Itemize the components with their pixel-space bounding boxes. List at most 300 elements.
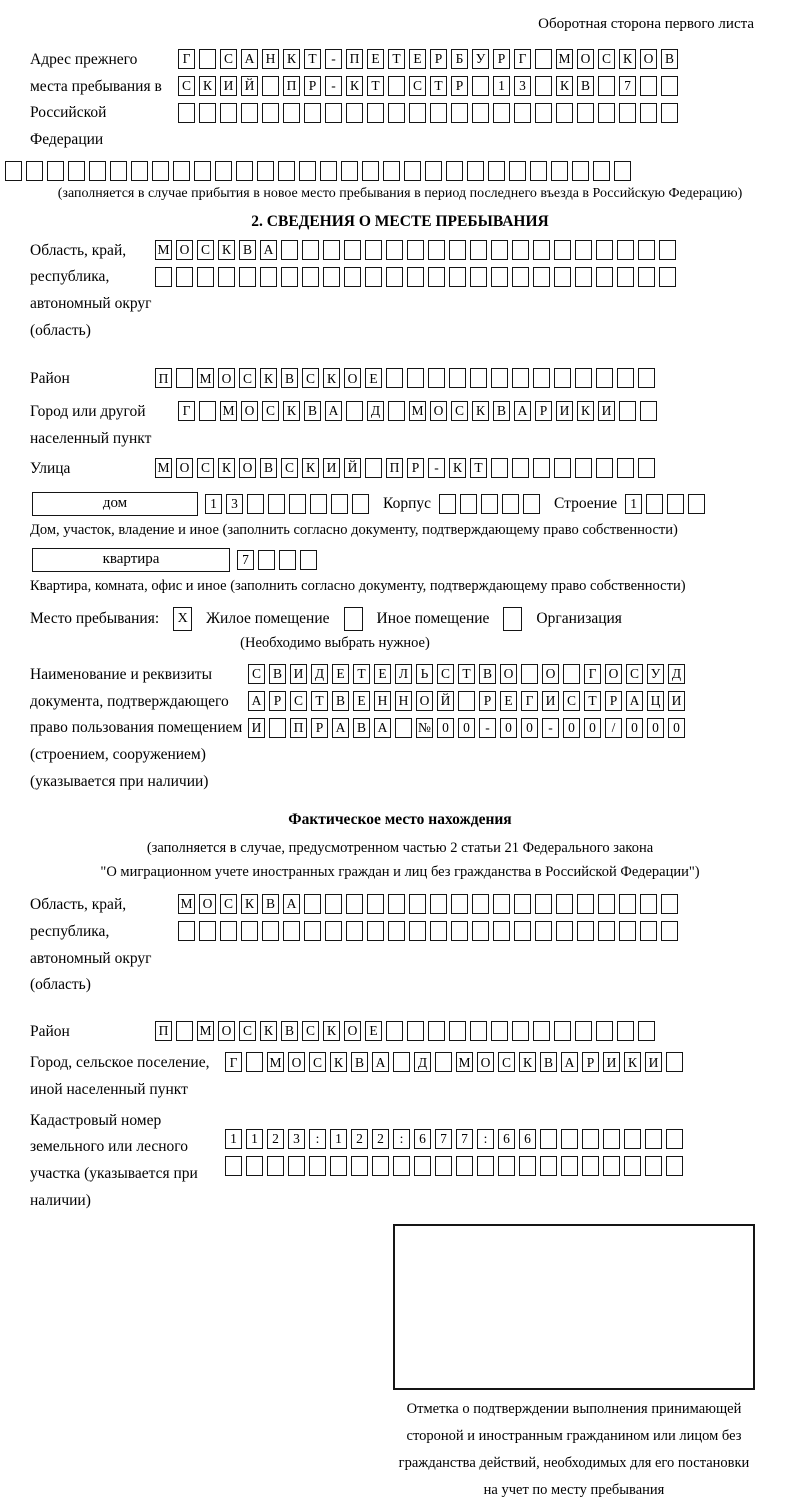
char-cell [268, 494, 285, 514]
char-cell [472, 894, 489, 914]
char-cell: С [626, 664, 643, 684]
char-cell [262, 103, 279, 123]
char-cell [236, 161, 253, 181]
char-cell [596, 267, 613, 287]
char-cell: А [283, 894, 300, 914]
char-cell [365, 240, 382, 260]
char-cell: К [323, 368, 340, 388]
char-cell: А [332, 718, 349, 738]
char-cell [638, 240, 655, 260]
option-organizatsiya-label: Организация [536, 609, 622, 627]
char-cell [638, 267, 655, 287]
dom-field [32, 492, 800, 516]
char-cell [5, 161, 22, 181]
char-cell [304, 894, 321, 914]
char-cell [512, 458, 529, 478]
char-cell: 7 [456, 1129, 473, 1149]
page-side-note: Оборотная сторона первого листа [538, 16, 754, 32]
fact-raion-field [30, 1019, 800, 1046]
char-cell [325, 103, 342, 123]
section2-title: 2. СВЕДЕНИЯ О МЕСТЕ ПРЕБЫВАНИЯ [251, 212, 549, 230]
char-cell: Т [458, 664, 475, 684]
char-cell [310, 494, 327, 514]
char-cell [577, 103, 594, 123]
char-cell [582, 1156, 599, 1176]
char-cell [638, 458, 655, 478]
char-cell: С [437, 664, 454, 684]
raion-label: Район [30, 370, 70, 388]
char-cell: И [220, 76, 237, 96]
char-cell [460, 494, 477, 514]
char-cell [617, 1021, 634, 1041]
char-cell: О [416, 691, 433, 711]
mesto-note: (Необходимо выбрать нужное) [240, 634, 430, 651]
char-cell: В [281, 1021, 298, 1041]
char-cell [199, 401, 216, 421]
char-cell [131, 161, 148, 181]
char-cell [346, 401, 363, 421]
char-cell [467, 161, 484, 181]
char-cell [512, 267, 529, 287]
char-cell: Д [414, 1052, 431, 1072]
char-cell [388, 894, 405, 914]
char-cell [533, 267, 550, 287]
char-cell [351, 1156, 368, 1176]
char-cell: Р [493, 49, 510, 69]
char-cell [617, 267, 634, 287]
char-cell [300, 550, 317, 570]
char-cell: К [241, 894, 258, 914]
ulitsa-row [155, 458, 655, 478]
char-cell: Г [225, 1052, 242, 1072]
char-cell: С [309, 1052, 326, 1072]
char-cell: 7 [619, 76, 636, 96]
stroenie-cells [625, 494, 705, 514]
char-cell [577, 894, 594, 914]
char-cell [617, 240, 634, 260]
char-cell [519, 1156, 536, 1176]
char-cell: С [178, 76, 195, 96]
char-cell [435, 1156, 452, 1176]
document-field [30, 662, 800, 795]
char-cell [246, 1156, 263, 1176]
char-cell [430, 921, 447, 941]
char-cell: В [540, 1052, 557, 1072]
char-cell [582, 1129, 599, 1149]
char-cell: О [344, 1021, 361, 1041]
char-cell [344, 267, 361, 287]
char-cell: К [218, 240, 235, 260]
char-cell [407, 267, 424, 287]
char-cell: О [344, 368, 361, 388]
fact-note-line-1: (заполняется в случае, предусмотренном частью 2 статьи 21 Федерального закона [146, 840, 654, 857]
char-cell [551, 161, 568, 181]
char-cell [344, 240, 361, 260]
prev-address-note: (заполняется в случае прибытия в новое место пребывания в период последнего въезда в Российскую Федерацию) [57, 185, 743, 201]
char-cell: В [661, 49, 678, 69]
char-cell: Е [332, 664, 349, 684]
dom-caption: Дом, участок, владение и иное (заполнить согласно документу, подтверждающему право собственности) [30, 521, 678, 538]
char-cell [640, 103, 657, 123]
kvartira-label-box: квартира [32, 548, 230, 572]
char-cell: В [479, 664, 496, 684]
char-cell [407, 240, 424, 260]
char-cell: В [260, 458, 277, 478]
char-cell [325, 921, 342, 941]
char-cell: Т [367, 76, 384, 96]
char-cell: В [304, 401, 321, 421]
fact-oblast-label: Область, край, республика, автономный округ (область) [30, 896, 152, 994]
char-cell: А [514, 401, 531, 421]
char-cell: М [456, 1052, 473, 1072]
char-cell: А [561, 1052, 578, 1072]
char-cell [493, 894, 510, 914]
char-cell: 3 [514, 76, 531, 96]
char-cell [304, 921, 321, 941]
char-cell: Д [367, 401, 384, 421]
char-cell [414, 1156, 431, 1176]
char-cell [535, 894, 552, 914]
char-cell [521, 664, 538, 684]
kadastr-field [30, 1108, 800, 1215]
char-cell [367, 921, 384, 941]
char-cell [388, 76, 405, 96]
char-cell [439, 494, 456, 514]
char-cell: Т [388, 49, 405, 69]
char-cell [449, 267, 466, 287]
stamp-area [393, 1224, 755, 1503]
char-cell [645, 1156, 662, 1176]
char-cell: К [346, 76, 363, 96]
char-cell [596, 368, 613, 388]
char-cell: А [626, 691, 643, 711]
char-cell [262, 76, 279, 96]
char-cell: И [248, 718, 265, 738]
char-cell: Е [409, 49, 426, 69]
char-cell: Т [470, 458, 487, 478]
char-cell [598, 894, 615, 914]
char-cell [176, 267, 193, 287]
char-cell: О [176, 240, 193, 260]
char-cell: С [239, 368, 256, 388]
char-cell: 2 [372, 1129, 389, 1149]
char-cell [395, 718, 412, 738]
char-cell: О [640, 49, 657, 69]
char-cell: А [325, 401, 342, 421]
stamp-caption: Отметка о подтверждении выполнения принимающей стороной и иностранным гражданином или лицом без гражданства действий, необходимых для его постановки на учет по месту пребывания [398, 1401, 750, 1498]
char-cell: Д [311, 664, 328, 684]
char-cell [481, 494, 498, 514]
char-cell [472, 103, 489, 123]
char-cell: М [178, 894, 195, 914]
char-cell: Е [365, 368, 382, 388]
char-cell [260, 267, 277, 287]
char-cell [470, 240, 487, 260]
char-cell: : [477, 1129, 494, 1149]
char-cell [197, 267, 214, 287]
char-cell [638, 368, 655, 388]
char-cell [155, 267, 172, 287]
oblast-label: Область, край, республика, автономный округ (область) [30, 241, 152, 339]
char-cell: 6 [498, 1129, 515, 1149]
char-cell [619, 921, 636, 941]
kadastr-label: Кадастровый номер земельного или лесного участка (указывается при наличии) [30, 1111, 198, 1209]
fact-oblast-field [30, 892, 800, 999]
char-cell [302, 240, 319, 260]
char-cell: В [269, 664, 286, 684]
char-cell [220, 921, 237, 941]
char-cell [407, 1021, 424, 1041]
char-cell: П [290, 718, 307, 738]
fact-raion-label: Район [30, 1022, 70, 1040]
oblast-row-2 [155, 267, 676, 287]
char-cell [246, 1052, 263, 1072]
char-cell [530, 161, 547, 181]
char-cell: М [197, 1021, 214, 1041]
option-zhiloe-label: Жилое помещение [206, 609, 330, 627]
char-cell [449, 368, 466, 388]
char-cell [323, 240, 340, 260]
char-cell: С [409, 76, 426, 96]
prev-address-label: Адрес прежнего места пребывания в Российской Федерации [30, 51, 162, 148]
char-cell: С [302, 1021, 319, 1041]
char-cell [451, 921, 468, 941]
char-cell [367, 103, 384, 123]
char-cell [535, 921, 552, 941]
char-cell: 0 [500, 718, 517, 738]
char-cell: Е [365, 1021, 382, 1041]
char-cell: Р [311, 718, 328, 738]
char-cell: № [416, 718, 433, 738]
char-cell: Е [353, 691, 370, 711]
char-cell: 3 [226, 494, 243, 514]
char-cell: 1 [205, 494, 222, 514]
char-cell: Н [374, 691, 391, 711]
char-cell [409, 103, 426, 123]
char-cell: 0 [647, 718, 664, 738]
char-cell [470, 368, 487, 388]
char-cell [533, 240, 550, 260]
char-cell: 7 [435, 1129, 452, 1149]
char-cell: У [472, 49, 489, 69]
char-cell: К [519, 1052, 536, 1072]
char-cell: М [267, 1052, 284, 1072]
char-cell: 0 [521, 718, 538, 738]
fact-gorod-field [30, 1050, 800, 1103]
char-cell: Д [668, 664, 685, 684]
char-cell [218, 267, 235, 287]
char-cell [215, 161, 232, 181]
char-cell: К [330, 1052, 347, 1072]
char-cell [491, 368, 508, 388]
char-cell: Г [514, 49, 531, 69]
char-cell [561, 1156, 578, 1176]
char-cell [257, 161, 274, 181]
char-cell [393, 1156, 410, 1176]
char-cell [89, 161, 106, 181]
korpus-label: Корпус [383, 494, 431, 512]
char-cell [533, 368, 550, 388]
char-cell: К [577, 401, 594, 421]
char-cell [593, 161, 610, 181]
char-cell: И [542, 691, 559, 711]
char-cell [540, 1129, 557, 1149]
char-cell: К [283, 401, 300, 421]
dom-label-box: дом [32, 492, 198, 516]
char-cell [688, 494, 705, 514]
char-cell: А [374, 718, 391, 738]
char-cell: 1 [625, 494, 642, 514]
char-cell [199, 49, 216, 69]
char-cell [446, 161, 463, 181]
char-cell [173, 161, 190, 181]
char-cell [262, 921, 279, 941]
char-cell: М [556, 49, 573, 69]
char-cell [451, 894, 468, 914]
char-cell [365, 267, 382, 287]
char-cell: Е [500, 691, 517, 711]
char-cell [362, 161, 379, 181]
char-cell [304, 103, 321, 123]
char-cell [281, 240, 298, 260]
char-cell [176, 1021, 193, 1041]
fact-oblast-row-1 [178, 894, 678, 914]
char-cell: 2 [351, 1129, 368, 1149]
char-cell [472, 921, 489, 941]
ulitsa-label: Улица [30, 460, 71, 478]
char-cell [666, 1129, 683, 1149]
fact-note-line-2: "О миграционном учете иностранных граждан и лиц без гражданства в Российской Федерации") [100, 864, 700, 881]
char-cell: И [603, 1052, 620, 1072]
char-cell [554, 1021, 571, 1041]
char-cell [575, 458, 592, 478]
char-cell [667, 494, 684, 514]
stamp-box [393, 1224, 755, 1390]
char-cell [365, 458, 382, 478]
char-cell [428, 368, 445, 388]
char-cell: 0 [584, 718, 601, 738]
char-cell [388, 921, 405, 941]
gorod-label: Город или другой населенный пункт [30, 402, 152, 447]
char-cell [619, 401, 636, 421]
char-cell [430, 103, 447, 123]
char-cell: О [218, 368, 235, 388]
kadastr-row-2 [225, 1156, 683, 1176]
char-cell [269, 718, 286, 738]
char-cell [309, 1156, 326, 1176]
char-cell [225, 1156, 242, 1176]
checkbox-zhiloe: X [173, 607, 192, 631]
char-cell: К [619, 49, 636, 69]
mesto-label: Место пребывания: [30, 609, 160, 627]
char-cell: К [260, 1021, 277, 1041]
char-cell: К [472, 401, 489, 421]
char-cell: Г [178, 401, 195, 421]
char-cell [283, 103, 300, 123]
char-cell: С [220, 894, 237, 914]
char-cell: И [290, 664, 307, 684]
char-cell [645, 1129, 662, 1149]
char-cell: : [309, 1129, 326, 1149]
char-cell [449, 1021, 466, 1041]
char-cell: М [197, 368, 214, 388]
char-cell: И [323, 458, 340, 478]
char-cell [330, 1156, 347, 1176]
char-cell: В [262, 894, 279, 914]
char-cell [514, 921, 531, 941]
char-cell: М [155, 240, 172, 260]
char-cell [617, 458, 634, 478]
char-cell: А [241, 49, 258, 69]
char-cell [456, 1156, 473, 1176]
char-cell [596, 458, 613, 478]
char-cell: Л [395, 664, 412, 684]
char-cell [299, 161, 316, 181]
char-cell [491, 458, 508, 478]
prev-address-row-3 [178, 103, 678, 123]
char-cell [659, 267, 676, 287]
char-cell [575, 240, 592, 260]
char-cell [320, 161, 337, 181]
dom-cells [205, 494, 369, 514]
char-cell [512, 368, 529, 388]
char-cell [346, 921, 363, 941]
char-cell [425, 161, 442, 181]
char-cell [556, 894, 573, 914]
char-cell [491, 1021, 508, 1041]
char-cell [661, 103, 678, 123]
char-cell: - [325, 76, 342, 96]
char-cell [659, 240, 676, 260]
char-cell [472, 76, 489, 96]
char-cell [498, 1156, 515, 1176]
char-cell: О [199, 894, 216, 914]
char-cell [640, 894, 657, 914]
char-cell: Р [269, 691, 286, 711]
char-cell: К [323, 1021, 340, 1041]
char-cell: 7 [237, 550, 254, 570]
mesto-prebyvaniya-field [30, 607, 800, 631]
char-cell [514, 103, 531, 123]
prev-address-row-1 [178, 49, 678, 69]
gorod-row [178, 401, 657, 421]
char-cell: Р [407, 458, 424, 478]
char-cell: В [493, 401, 510, 421]
char-cell [278, 161, 295, 181]
char-cell: К [302, 458, 319, 478]
char-cell [323, 267, 340, 287]
char-cell: О [500, 664, 517, 684]
char-cell: Т [311, 691, 328, 711]
char-cell [194, 161, 211, 181]
char-cell: О [288, 1052, 305, 1072]
char-cell [68, 161, 85, 181]
char-cell [241, 921, 258, 941]
char-cell [603, 1129, 620, 1149]
char-cell: Р [479, 691, 496, 711]
char-cell: Т [353, 664, 370, 684]
char-cell [563, 664, 580, 684]
char-cell: 1 [246, 1129, 263, 1149]
char-cell [386, 368, 403, 388]
gorod-field [30, 399, 800, 452]
char-cell: О [477, 1052, 494, 1072]
char-cell [302, 267, 319, 287]
char-cell [281, 267, 298, 287]
char-cell [596, 240, 613, 260]
char-cell: О [430, 401, 447, 421]
char-cell [470, 1021, 487, 1041]
